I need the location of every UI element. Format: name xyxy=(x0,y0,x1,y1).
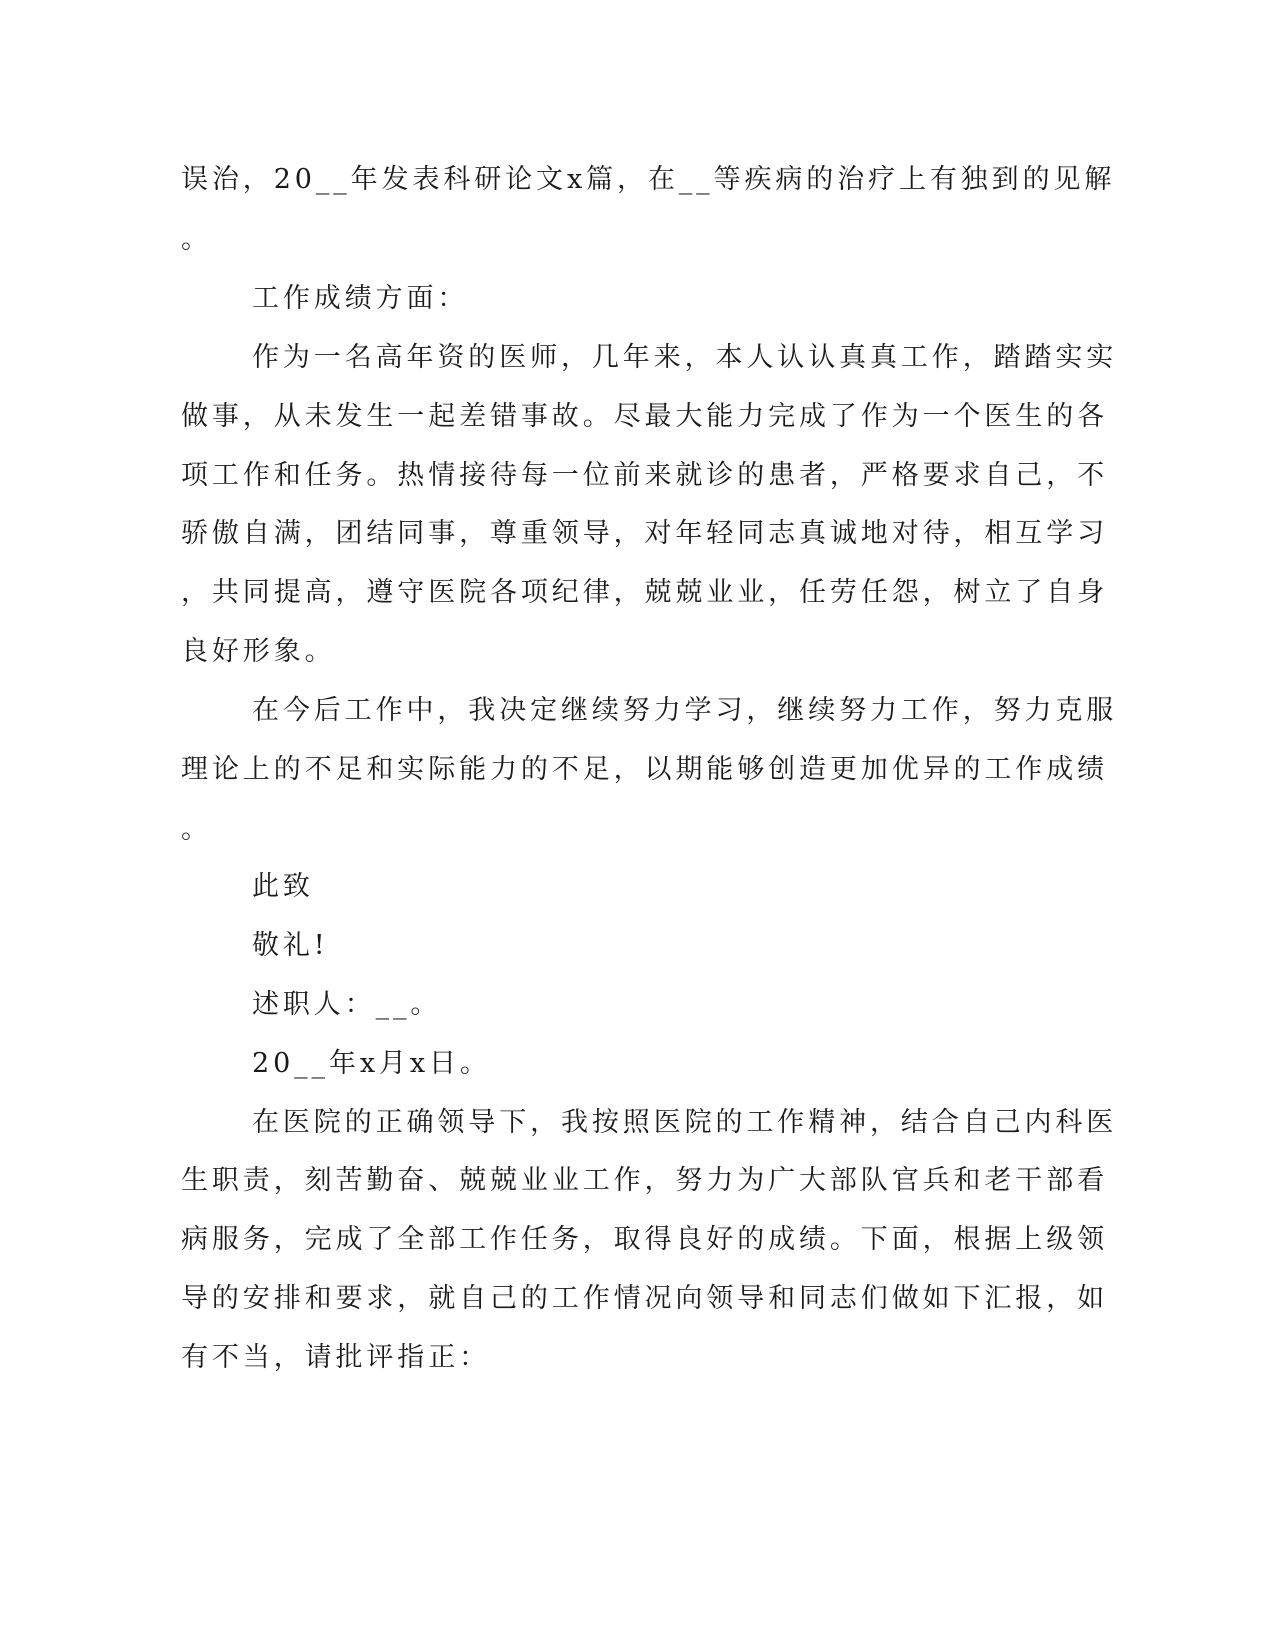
text-line: 在今后工作中，我决定继续努力学习，继续努力工作，努力克服 xyxy=(252,695,1118,726)
text-line: 项工作和任务。热情接待每一位前来就诊的患者，严格要求自己，不 xyxy=(181,460,1108,491)
text-line: 良好形象。 xyxy=(181,636,336,667)
closing-line: 敬礼! xyxy=(252,930,329,961)
text-line: 有不当，请批评指正： xyxy=(181,1342,490,1373)
text-line: 理论上的不足和实际能力的不足，以期能够创造更加优异的工作成绩 xyxy=(181,754,1108,785)
text-line: 在医院的正确领导下，我按照医院的工作精神，结合自己内科医 xyxy=(252,1107,1118,1138)
text-line: 。 xyxy=(181,224,212,255)
text-line: 病服务，完成了全部工作任务，取得良好的成绩。下面，根据上级领 xyxy=(181,1224,1108,1255)
signature-line: 述职人：__。 xyxy=(252,989,442,1020)
section-heading: 工作成绩方面： xyxy=(252,283,469,314)
text-line: 生职责，刻苦勤奋、兢兢业业工作，努力为广大部队官兵和老干部看 xyxy=(181,1165,1108,1196)
date-line: 20__年x月x日。 xyxy=(252,1048,491,1079)
text-line: 。 xyxy=(181,814,212,845)
text-line: 误治，20__年发表科研论文x篇，在__等疾病的治疗上有独到的见解 xyxy=(181,164,1116,195)
text-line: ，共同提高，遵守医院各项纪律，兢兢业业，任劳任怨，树立了自身 xyxy=(181,577,1108,608)
text-line: 导的安排和要求，就自己的工作情况向领导和同志们做如下汇报，如 xyxy=(181,1283,1108,1314)
text-line: 做事，从未发生一起差错事故。尽最大能力完成了作为一个医生的各 xyxy=(181,401,1108,432)
closing-line: 此致 xyxy=(252,871,314,902)
text-line: 作为一名高年资的医师，几年来，本人认认真真工作，踏踏实实 xyxy=(252,342,1118,373)
text-line: 骄傲自满，团结同事，尊重领导，对年轻同志真诚地对待，相互学习 xyxy=(181,518,1108,549)
